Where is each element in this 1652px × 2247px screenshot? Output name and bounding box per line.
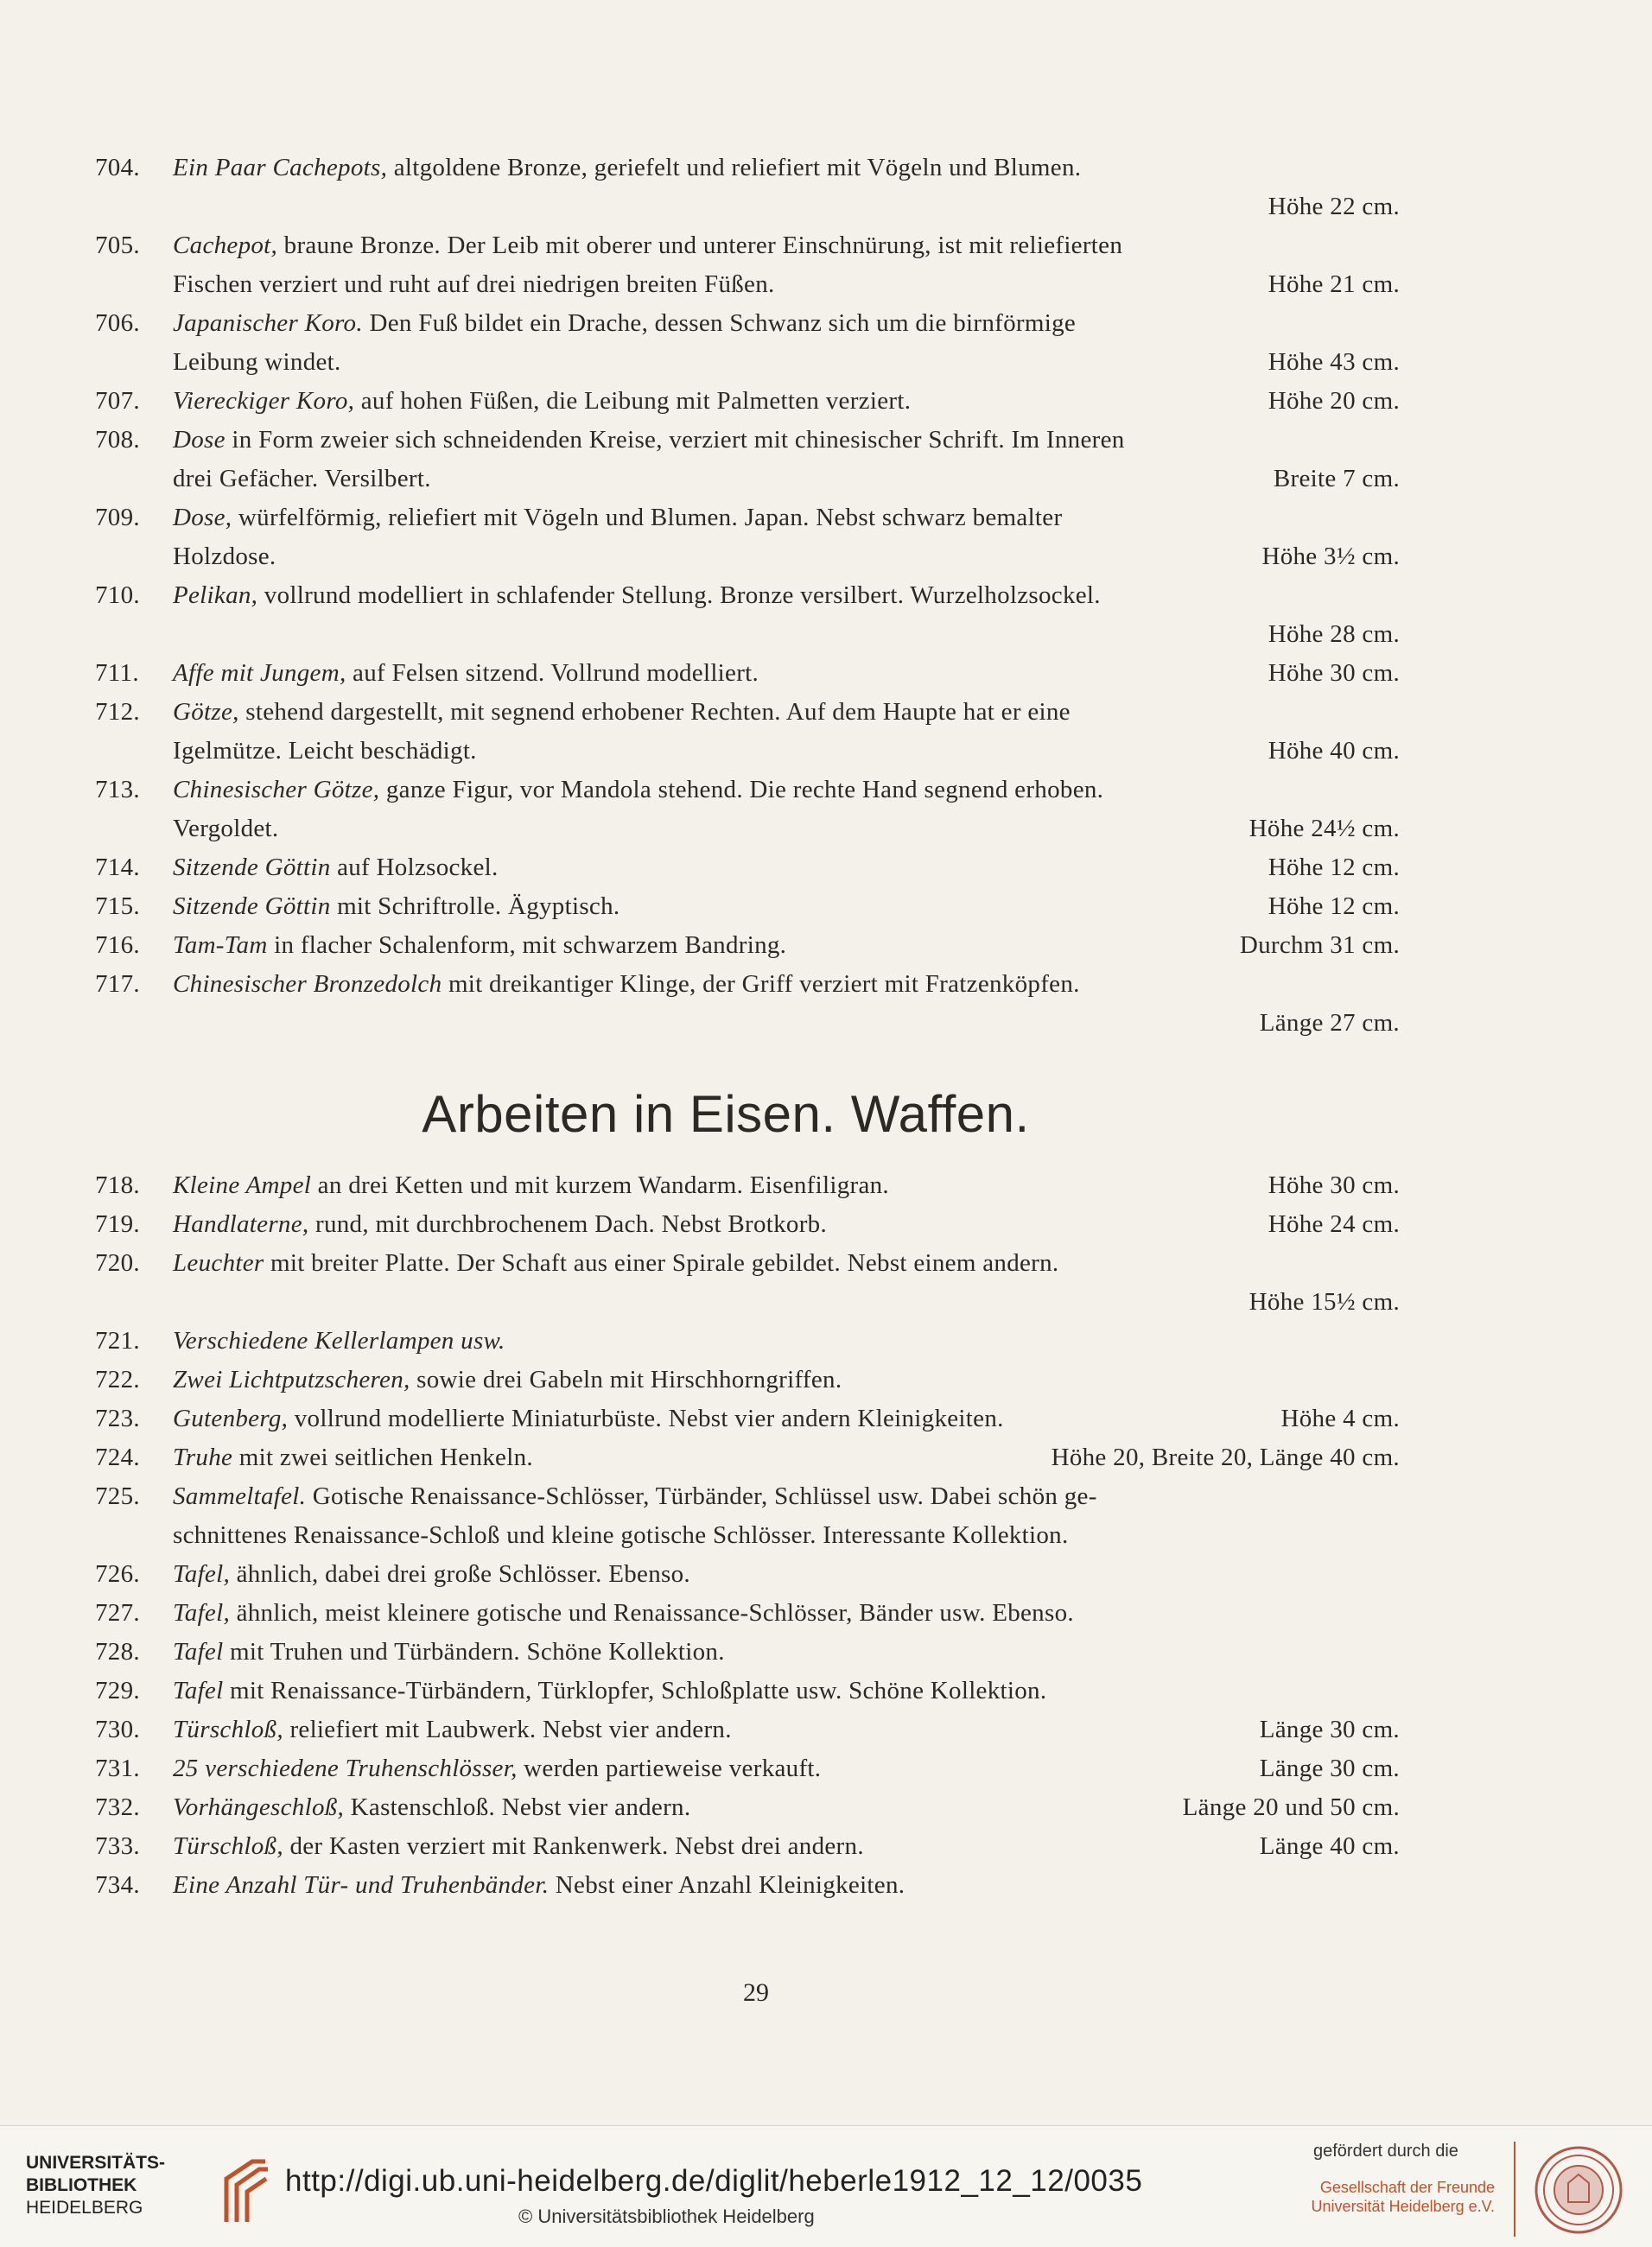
entry-line-text <box>173 809 278 848</box>
entry-number: 705. <box>95 232 140 259</box>
entry-number: 712. <box>95 698 140 726</box>
entry-number: 718. <box>95 1171 140 1199</box>
entry-line-text <box>173 1711 732 1749</box>
entry-line <box>173 265 1400 304</box>
entry-line <box>173 654 1400 693</box>
entry-line-text <box>173 848 499 887</box>
entry-line-text <box>173 1516 1069 1555</box>
entry-line <box>173 304 1400 343</box>
entry-line-text <box>173 537 276 576</box>
entry-body <box>173 1594 1400 1633</box>
entry-line-text <box>173 1749 821 1788</box>
entry-measurement: Höhe 3½ cm. <box>1261 543 1400 570</box>
catalog-entry <box>95 1438 1400 1477</box>
entry-line <box>173 1244 1400 1283</box>
entry-number: 722. <box>95 1366 140 1393</box>
entry-description: in Form zweier sich schneidenden Kreise, verziert mit chinesischer Schrift. Im Inneren <box>225 426 1125 454</box>
entry-body <box>173 693 1400 771</box>
entry-description: mit breiter Platte. Der Schaft aus einer Spirale gebildet. Nebst einem andern. <box>264 1249 1059 1277</box>
entry-body <box>173 926 1400 965</box>
copyright-notice: © Universitätsbibliothek Heidelberg <box>518 2206 815 2227</box>
library-mark-icon <box>218 2157 270 2226</box>
entry-line-text <box>173 1400 1004 1438</box>
entry-number: 708. <box>95 426 140 454</box>
entry-body <box>173 149 1400 226</box>
entry-line-text <box>173 498 1062 537</box>
entry-line-text <box>173 1438 533 1477</box>
catalog-entry <box>95 1594 1400 1633</box>
entry-title: Japanischer Koro. <box>173 309 363 337</box>
entry-line-text <box>173 1166 889 1205</box>
entry-body <box>173 1244 1400 1322</box>
catalog-entry <box>95 654 1400 693</box>
entry-description: auf Felsen sitzend. Vollrund modelliert. <box>346 659 759 687</box>
entry-title: Götze, <box>173 698 239 726</box>
entry-line <box>173 343 1400 382</box>
entry-description: Fischen verziert und ruht auf drei niedrigen breiten Füßen. <box>173 270 775 298</box>
entry-title: Dose <box>173 426 226 454</box>
entry-measurement: Höhe 4 cm. <box>1280 1405 1400 1432</box>
entry-line <box>173 1749 1400 1788</box>
entry-body <box>173 1205 1400 1244</box>
catalog-entry <box>95 1244 1400 1322</box>
entry-line <box>173 1361 1400 1400</box>
catalog-entry <box>95 149 1400 226</box>
entry-description: mit dreikantiger Klinge, der Griff verziert mit Fratzenköpfen. <box>442 970 1080 998</box>
entry-description: der Kasten verziert mit Rankenwerk. Nebst drei andern. <box>283 1832 864 1860</box>
entry-line-text <box>173 1244 1058 1283</box>
entry-description: mit zwei seitlichen Henkeln. <box>232 1444 533 1471</box>
entry-number: 733. <box>95 1832 140 1860</box>
catalog-entry <box>95 887 1400 926</box>
entry-description: schnittenes Renaissance-Schloß und kleine gotische Schlösser. Interessante Kollektion. <box>173 1521 1069 1549</box>
catalog-entry <box>95 1477 1400 1555</box>
entry-description: vollrund modellierte Miniaturbüste. Nebst vier andern Kleinigkeiten. <box>288 1405 1004 1432</box>
entry-line <box>173 537 1400 576</box>
entry-measurement: Länge 30 cm. <box>1259 1716 1400 1743</box>
sponsor-lead-text: gefördert durch die <box>1313 2142 1458 2161</box>
entry-title: Leuchter <box>173 1249 264 1277</box>
catalog-entry <box>95 421 1400 498</box>
section-heading: Arbeiten in Eisen. Waffen. <box>422 1085 1030 1143</box>
entry-description: altgoldene Bronze, geriefelt und reliefiert mit Vögeln und Blumen. <box>387 154 1082 181</box>
entry-description: Leibung windet. <box>173 348 341 376</box>
catalog-entry <box>95 1166 1400 1205</box>
entry-line-text <box>173 421 1125 460</box>
entry-body <box>173 1711 1400 1749</box>
entry-line <box>173 1166 1400 1205</box>
entry-line-text <box>173 965 1080 1004</box>
entry-description: werden partieweise verkauft. <box>517 1755 822 1782</box>
entry-description: würfelförmig, reliefiert mit Vögeln und Blumen. Japan. Nebst schwarz bemalter <box>232 504 1063 531</box>
entry-body <box>173 1438 1400 1477</box>
catalog-entry <box>95 1205 1400 1244</box>
entry-line-text <box>173 887 620 926</box>
entry-line <box>173 149 1400 187</box>
entry-number: 727. <box>95 1599 140 1627</box>
entry-line <box>173 926 1400 965</box>
entry-body <box>173 1672 1400 1711</box>
entry-line-text <box>173 1594 1074 1633</box>
entry-body <box>173 576 1400 654</box>
library-name-line: HEIDELBERG <box>26 2198 143 2218</box>
entry-number: 721. <box>95 1327 140 1355</box>
entry-line <box>173 1004 1400 1043</box>
entry-description: Vergoldet. <box>173 815 279 842</box>
catalog-entry <box>95 693 1400 771</box>
entry-title: Viereckiger Koro, <box>173 387 355 415</box>
entry-number: 726. <box>95 1560 140 1588</box>
entry-number: 731. <box>95 1755 140 1782</box>
entry-line-text <box>173 1361 842 1400</box>
entry-body <box>173 965 1400 1043</box>
entry-title: Tafel <box>173 1638 224 1666</box>
entry-measurement: Höhe 24½ cm. <box>1249 815 1400 842</box>
entry-description: in flacher Schalenform, mit schwarzem Bandring. <box>267 931 787 959</box>
entry-title: Tafel, <box>173 1599 231 1627</box>
entry-description: Gotische Renaissance-Schlösser, Türbänder, Schlüssel usw. Dabei schön ge- <box>306 1482 1097 1510</box>
entry-line <box>173 460 1400 498</box>
catalog-entry <box>95 1672 1400 1711</box>
entry-measurement: Länge 30 cm. <box>1259 1755 1400 1782</box>
entry-title: Sammeltafel. <box>173 1482 307 1510</box>
entry-line <box>173 1711 1400 1749</box>
entry-measurement: Länge 27 cm. <box>1259 1009 1400 1037</box>
entry-description: ganze Figur, vor Mandola stehend. Die rechte Hand segnend erhoben. <box>379 776 1104 803</box>
library-name-line: BIBLIOTHEK <box>26 2175 137 2195</box>
entry-description: stehend dargestellt, mit segnend erhobener Rechten. Auf dem Haupte hat er eine <box>238 698 1071 726</box>
entry-measurement: Länge 40 cm. <box>1259 1832 1400 1860</box>
entry-number: 732. <box>95 1793 140 1821</box>
entry-line <box>173 887 1400 926</box>
entry-number: 734. <box>95 1871 140 1899</box>
page-number: 29 <box>743 1978 769 2007</box>
entry-title: Zwei Lichtputzscheren, <box>173 1366 410 1393</box>
university-seal-icon <box>1534 2145 1623 2235</box>
entry-description: reliefiert mit Laubwerk. Nebst vier andern. <box>283 1716 732 1743</box>
entry-description: mit Schriftrolle. Ägyptisch. <box>330 892 620 920</box>
catalog-entry <box>95 498 1400 576</box>
entry-line <box>173 1555 1400 1594</box>
entry-line <box>173 1400 1400 1438</box>
entry-title: Tafel <box>173 1677 224 1704</box>
entry-line <box>173 1594 1400 1633</box>
library-logo[interactable] <box>26 2152 285 2230</box>
entry-line-text <box>173 1788 690 1827</box>
entry-description: rund, mit durchbrochenem Dach. Nebst Brotkorb. <box>308 1210 828 1238</box>
entry-number: 715. <box>95 892 140 920</box>
catalog-entry <box>95 1711 1400 1749</box>
entry-title: Ein Paar Cachepots, <box>173 154 388 181</box>
entry-line-text <box>173 576 1101 615</box>
permalink-url[interactable]: http://digi.ub.uni-heidelberg.de/diglit/heberle1912_12_12/0035 <box>285 2164 1143 2198</box>
catalog-entry <box>95 1749 1400 1788</box>
entry-description: Kastenschloß. Nebst vier andern. <box>344 1793 691 1821</box>
entry-line <box>173 809 1400 848</box>
entry-body <box>173 382 1400 421</box>
entry-line-text <box>173 1672 1046 1711</box>
entry-title: Verschiedene Kellerlampen usw. <box>173 1327 505 1355</box>
entry-number: 713. <box>95 776 140 803</box>
entry-line-text <box>173 771 1103 809</box>
entry-description: ähnlich, dabei drei große Schlösser. Ebenso. <box>230 1560 690 1588</box>
entry-body <box>173 1633 1400 1672</box>
entry-line-text <box>173 926 786 965</box>
entry-number: 717. <box>95 970 140 998</box>
entry-line <box>173 382 1400 421</box>
entry-measurement: Höhe 30 cm. <box>1268 659 1400 687</box>
entry-description: mit Truhen und Türbändern. Schöne Kollektion. <box>223 1638 725 1666</box>
entry-title: Pelikan, <box>173 581 258 609</box>
entry-title: Dose, <box>173 504 232 531</box>
entry-number: 711. <box>95 659 139 687</box>
entry-title: Sitzende Göttin <box>173 854 331 881</box>
entry-measurement: Höhe 30 cm. <box>1268 1171 1400 1199</box>
entry-description: auf hohen Füßen, die Leibung mit Palmetten verziert. <box>354 387 912 415</box>
sponsor-name <box>1296 2178 1495 2216</box>
catalog-entry <box>95 1400 1400 1438</box>
entry-line-text <box>173 1322 505 1361</box>
entry-description: Den Fuß bildet ein Drache, dessen Schwanz sich um die birnförmige <box>362 309 1077 337</box>
entry-title: Eine Anzahl Tür- und Truhenbänder. <box>173 1871 550 1899</box>
entry-body <box>173 1788 1400 1827</box>
catalog-entry <box>95 382 1400 421</box>
entry-body <box>173 1477 1400 1555</box>
entry-number: 724. <box>95 1444 140 1471</box>
entry-title: Cachepot, <box>173 232 278 259</box>
catalog-entry <box>95 1866 1400 1905</box>
entry-line <box>173 732 1400 771</box>
entry-line <box>173 576 1400 615</box>
entry-line <box>173 1788 1400 1827</box>
entry-number: 720. <box>95 1249 140 1277</box>
entry-title: Türschloß, <box>173 1716 283 1743</box>
entry-line <box>173 1516 1400 1555</box>
entry-line <box>173 693 1400 732</box>
entry-line-text <box>173 265 775 304</box>
entry-body <box>173 887 1400 926</box>
entry-line-text <box>173 732 477 771</box>
library-name-line: UNIVERSITÄTS- <box>26 2153 166 2173</box>
entry-number: 704. <box>95 154 140 181</box>
entry-title: Chinesischer Götze, <box>173 776 380 803</box>
entry-title: Tafel, <box>173 1560 231 1588</box>
entry-title: Vorhängeschloß, <box>173 1793 345 1821</box>
entry-line <box>173 1672 1400 1711</box>
catalog-entry <box>95 1361 1400 1400</box>
entry-description: vollrund modelliert in schlafender Stellung. Bronze versilbert. Wurzelholzsockel. <box>257 581 1101 609</box>
entry-line <box>173 498 1400 537</box>
entry-line-text <box>173 1633 725 1672</box>
entry-measurement: Höhe 12 cm. <box>1268 854 1400 881</box>
entry-line-text <box>173 1555 690 1594</box>
entry-description: an drei Ketten und mit kurzem Wandarm. Eisenfiligran. <box>311 1171 889 1199</box>
entry-body <box>173 1555 1400 1594</box>
entry-body <box>173 654 1400 693</box>
entry-description: ähnlich, meist kleinere gotische und Renaissance-Schlösser, Bänder usw. Ebenso. <box>230 1599 1074 1627</box>
entry-line <box>173 615 1400 654</box>
entry-line <box>173 965 1400 1004</box>
entry-title: Tam-Tam <box>173 931 268 959</box>
entry-number: 728. <box>95 1638 140 1666</box>
entry-number: 714. <box>95 854 140 881</box>
entry-number: 707. <box>95 387 140 415</box>
entry-description: drei Gefächer. Versilbert. <box>173 465 431 492</box>
catalog-entry <box>95 771 1400 848</box>
entry-body <box>173 771 1400 848</box>
entry-body <box>173 848 1400 887</box>
entry-measurement: Durchm 31 cm. <box>1239 931 1400 959</box>
catalog-entry <box>95 1555 1400 1594</box>
sponsor-name-line: Gesellschaft der Freunde <box>1319 2179 1495 2196</box>
entry-line <box>173 1827 1400 1866</box>
entry-number: 710. <box>95 581 140 609</box>
digitization-footer <box>0 2125 1652 2247</box>
entry-line-text <box>173 226 1122 265</box>
entry-description: auf Holzsockel. <box>330 854 499 881</box>
entry-measurement: Höhe 28 cm. <box>1268 620 1400 648</box>
entry-title: 25 verschiedene Truhenschlösser, <box>173 1755 518 1782</box>
entry-body <box>173 304 1400 382</box>
entry-line <box>173 1866 1400 1905</box>
entry-number: 706. <box>95 309 140 337</box>
catalog-entry <box>95 1827 1400 1866</box>
entry-measurement: Höhe 15½ cm. <box>1249 1288 1400 1316</box>
entry-title: Gutenberg, <box>173 1405 289 1432</box>
entry-line <box>173 187 1400 226</box>
entry-line <box>173 421 1400 460</box>
entry-line-text <box>173 149 1081 187</box>
entry-body <box>173 1322 1400 1361</box>
library-name <box>26 2152 165 2219</box>
entry-measurement: Höhe 12 cm. <box>1268 892 1400 920</box>
entry-title: Türschloß, <box>173 1832 283 1860</box>
entry-number: 716. <box>95 931 140 959</box>
entry-number: 725. <box>95 1482 140 1510</box>
entry-number: 730. <box>95 1716 140 1743</box>
entry-measurement: Höhe 24 cm. <box>1268 1210 1400 1238</box>
entry-measurement: Höhe 20, Breite 20, Länge 40 cm. <box>1051 1444 1400 1471</box>
catalog-entry <box>95 1633 1400 1672</box>
entry-line <box>173 1205 1400 1244</box>
entry-title: Handlaterne, <box>173 1210 309 1238</box>
entry-line-text <box>173 1205 827 1244</box>
entry-title: Truhe <box>173 1444 233 1471</box>
entry-line-text <box>173 460 431 498</box>
entry-title: Kleine Ampel <box>173 1171 312 1199</box>
entry-number: 709. <box>95 504 140 531</box>
entry-line <box>173 1438 1400 1477</box>
catalog-entry <box>95 848 1400 887</box>
entry-line-text <box>173 1477 1097 1516</box>
entry-body <box>173 498 1400 576</box>
entry-body <box>173 421 1400 498</box>
entry-description: sowie drei Gabeln mit Hirschhorngriffen. <box>410 1366 842 1393</box>
entry-line-text <box>173 343 341 382</box>
entry-line <box>173 1633 1400 1672</box>
entry-line-text <box>173 1827 864 1866</box>
entry-description: braune Bronze. Der Leib mit oberer und unterer Einschnürung, ist mit reliefierten <box>277 232 1123 259</box>
sponsor-name-line: Universität Heidelberg e.V. <box>1311 2198 1495 2215</box>
catalog-entry <box>95 965 1400 1043</box>
entry-number: 723. <box>95 1405 140 1432</box>
entry-description: Igelmütze. Leicht beschädigt. <box>173 737 477 765</box>
entry-measurement: Höhe 20 cm. <box>1268 387 1400 415</box>
entry-body <box>173 226 1400 304</box>
entry-line-text <box>173 382 911 421</box>
entry-body <box>173 1827 1400 1866</box>
entry-description: Nebst einer Anzahl Kleinigkeiten. <box>549 1871 905 1899</box>
entry-body <box>173 1400 1400 1438</box>
entry-measurement: Höhe 21 cm. <box>1268 270 1400 298</box>
sponsor-divider <box>1514 2142 1515 2237</box>
catalog-entry <box>95 1788 1400 1827</box>
entry-body <box>173 1166 1400 1205</box>
entry-line <box>173 1477 1400 1516</box>
catalog-entry <box>95 576 1400 654</box>
entry-measurement: Höhe 43 cm. <box>1268 348 1400 376</box>
entry-line <box>173 226 1400 265</box>
entry-line-text <box>173 654 759 693</box>
catalog-entry <box>95 926 1400 965</box>
entry-body <box>173 1866 1400 1905</box>
entry-body <box>173 1749 1400 1788</box>
catalog-entry <box>95 226 1400 304</box>
entry-title: Chinesischer Bronzedolch <box>173 970 442 998</box>
entry-measurement: Länge 20 und 50 cm. <box>1182 1793 1400 1821</box>
entry-line <box>173 848 1400 887</box>
entry-title: Affe mit Jungem, <box>173 659 346 687</box>
entry-measurement: Höhe 40 cm. <box>1268 737 1400 765</box>
entry-description: Holzdose. <box>173 543 276 570</box>
entry-line-text <box>173 304 1076 343</box>
entry-number: 719. <box>95 1210 140 1238</box>
entry-line-text <box>173 1866 905 1905</box>
entry-line <box>173 771 1400 809</box>
entry-number: 729. <box>95 1677 140 1704</box>
entry-line <box>173 1322 1400 1361</box>
catalog-entry <box>95 1322 1400 1361</box>
entry-measurement: Höhe 22 cm. <box>1268 193 1400 220</box>
entry-line-text <box>173 693 1071 732</box>
entry-measurement: Breite 7 cm. <box>1273 465 1400 492</box>
entry-title: Sitzende Göttin <box>173 892 331 920</box>
catalog-entry <box>95 304 1400 382</box>
entry-body <box>173 1361 1400 1400</box>
entry-line <box>173 1283 1400 1322</box>
entry-description: mit Renaissance-Türbändern, Türklopfer, Schloßplatte usw. Schöne Kollektion. <box>223 1677 1047 1704</box>
